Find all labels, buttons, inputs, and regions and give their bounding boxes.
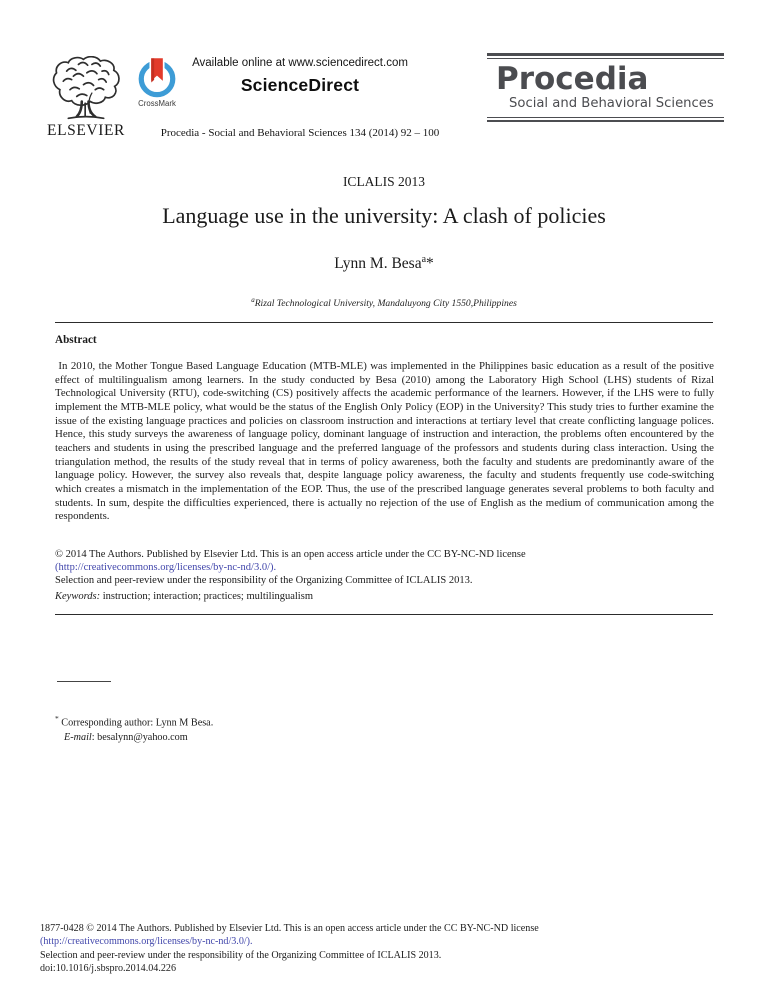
corresponding-author-mark: * bbox=[426, 255, 434, 273]
procedia-title: Procedia bbox=[496, 60, 649, 97]
email-address: : besalynn@yahoo.com bbox=[91, 731, 188, 743]
available-online-text: Available online at www.sciencedirect.com bbox=[192, 57, 408, 69]
page-footer bbox=[40, 922, 730, 976]
crossmark-label: CrossMark bbox=[138, 99, 176, 108]
procedia-rule-top-thick bbox=[487, 53, 724, 56]
footer-doi: doi:10.1016/j.sbspro.2014.04.226 bbox=[40, 963, 176, 975]
copyright-block bbox=[55, 548, 713, 588]
license-link[interactable]: (http://creativecommons.org/licenses/by-nc-nd/3.0/). bbox=[55, 562, 277, 574]
corresponding-author-footnote bbox=[55, 712, 455, 745]
abstract-body: In 2010, the Mother Tongue Based Language Education (MTB-MLE) was implemented in the Philippines basic education as a result of the positive effect of multilingualism among learners. In the study conducted by Besa (2010) among the Laboratory High School (LHS) students of Rizal Technological University (RTU), code-switching (CS) positively affects the academic performance of the learners. However, if the LHS were to fully implement the MTB-MLE policy, what would be the status of the English Only Policy (EOP) in the University? This study tries to further examine the issue of the existing language practices and policies on classroom instruction and interactions at tertiary level that create conflicting language polices. Hence, this study surveys the awareness of language policy, dominant language of instruction and interaction, the problems often encountered by the teachers and students in using the prescribed language and the preferred language of the professors and students during class interaction. Using the triangulation method, the results of the study reveal that in terms of policy awareness, both the faculty and students are predominantly aware of the language policy. However, the survey also reveals that, despite language policy awareness, the faculty and students frequently use code-switching which creates a mismatch in the implementation of the EOP. Thus, the use of the prescribed language generates several problems to both faculty and students. In sum, despite the difficulties experienced, there is actually no rejection of the use of English as the medium of communication among the respondents. bbox=[55, 360, 717, 523]
affiliation-text: Rizal Technological University, Mandaluyong City 1550,Philippines bbox=[254, 298, 517, 310]
paper-title: Language use in the university: A clash of policies bbox=[162, 203, 606, 228]
conference-name: ICLALIS 2013 bbox=[342, 174, 426, 189]
procedia-rule-top-thin bbox=[487, 58, 724, 59]
selection-line: Selection and peer-review under the responsibility of the Organizing Committee of ICLALIS 2013. bbox=[55, 575, 473, 587]
author-line bbox=[0, 254, 768, 273]
author-name: Lynn M. Besa bbox=[334, 255, 422, 273]
elsevier-wordmark: ELSEVIER bbox=[47, 122, 125, 139]
journal-citation: Procedia - Social and Behavioral Sciences 134 (2014) 92 – 100 bbox=[160, 127, 440, 139]
keywords-text: instruction; interaction; practices; multilingualism bbox=[100, 591, 313, 602]
email-label: E-mail bbox=[64, 731, 92, 743]
footnote-rule bbox=[57, 681, 111, 682]
keywords-label: Keywords: bbox=[55, 591, 101, 602]
procedia-rule-bottom-thick bbox=[487, 120, 724, 123]
footnote-marker: * bbox=[55, 714, 59, 723]
sciencedirect-logo: ScienceDirect bbox=[240, 75, 360, 95]
author-affiliation-sup: a bbox=[421, 254, 427, 265]
footnote-line bbox=[55, 712, 455, 731]
keywords-line bbox=[55, 591, 713, 602]
abstract-bottom-rule bbox=[55, 614, 713, 615]
procedia-subtitle: Social and Behavioral Sciences bbox=[509, 95, 714, 111]
abstract-top-rule bbox=[55, 322, 713, 323]
footer-selection-line: Selection and peer-review under the responsibility of the Organizing Committee of ICLALIS 2013. bbox=[40, 949, 442, 961]
footer-issn-line: 1877-0428 © 2014 The Authors. Published by Elsevier Ltd. This is an open access article under the CC BY-NC-ND license bbox=[40, 923, 539, 934]
affiliation-line bbox=[0, 296, 768, 309]
procedia-rule-bottom-thin bbox=[487, 117, 724, 118]
footnote-email-line bbox=[55, 731, 455, 746]
affiliation-sup: a bbox=[251, 296, 255, 304]
footer-license-link[interactable]: (http://creativecommons.org/licenses/by-nc-nd/3.0/). bbox=[40, 936, 253, 948]
sciencedirect-block bbox=[170, 57, 430, 96]
elsevier-tree-icon bbox=[44, 56, 128, 120]
footnote-text: Corresponding author: Lynn M Besa. bbox=[58, 717, 214, 729]
abstract-heading: Abstract bbox=[55, 334, 97, 346]
copyright-line: © 2014 The Authors. Published by Elsevier Ltd. This is an open access article under the CC BY-NC-ND license bbox=[55, 549, 526, 560]
procedia-logo bbox=[487, 53, 724, 122]
